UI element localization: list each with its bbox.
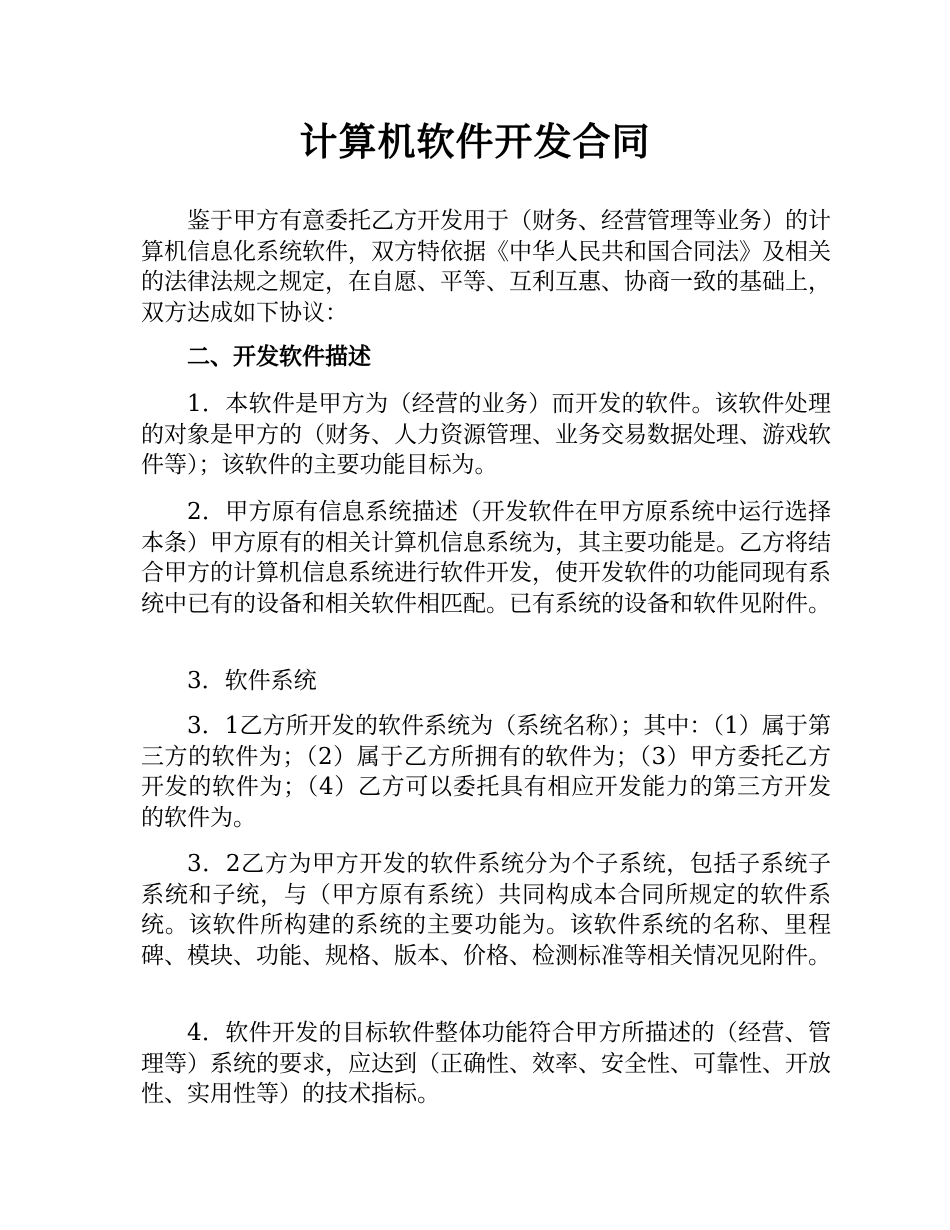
document-title: 计算机软件开发合同 [299, 120, 651, 164]
clause-4: 4．软件开发的目标软件整体功能符合甲方所描述的（经营、管理等）系统的要求，应达到（正确性、效率、安全性、可靠性、开放性、实用性等）的技术指标。 [141, 1020, 831, 1107]
clause-3-1: 3．1乙方所开发的软件系统为（系统名称）；其中：（1）属于第三方的软件为；（2）属于乙方所拥有的软件为；（3）甲方委托乙方开发的软件为；（4）乙方可以委托具有相应开发能力的第三方开发的软件为。 [141, 713, 831, 831]
section-heading: 二、开发软件描述 [187, 344, 371, 370]
intro-paragraph: 鉴于甲方有意委托乙方开发用于（财务、经营管理等业务）的计算机信息化系统软件，双方特依据《中华人民共和国合同法》及相关的法律法规之规定，在自愿、平等、互利互惠、协商一致的基础上，双方达成如下协议： [141, 208, 831, 326]
clause-1: 1．本软件是甲方为（经营的业务）而开发的软件。该软件处理的对象是甲方的（财务、人力资源管理、业务交易数据处理、游戏软件等）；该软件的主要功能目标为。 [141, 391, 831, 478]
clause-3: 3．软件系统 [187, 668, 317, 694]
clause-3-2: 3．2乙方为甲方开发的软件系统分为个子系统，包括子系统子系统和子统，与（甲方原有系统）共同构成本合同所规定的软件系统。该软件所构建的系统的主要功能为。该软件系统的名称、里程碑、模块、功能、规格、版本、价格、检测标准等相关情况见附件。 [141, 851, 831, 969]
clause-2: 2．甲方原有信息系统描述（开发软件在甲方原系统中运行选择本条）甲方原有的相关计算机信息系统为，其主要功能是。乙方将结合甲方的计算机信息系统进行软件开发，使开发软件的功能同现有系统中已有的设备和相关软件相匹配。已有系统的设备和软件见附件。 [141, 499, 831, 617]
